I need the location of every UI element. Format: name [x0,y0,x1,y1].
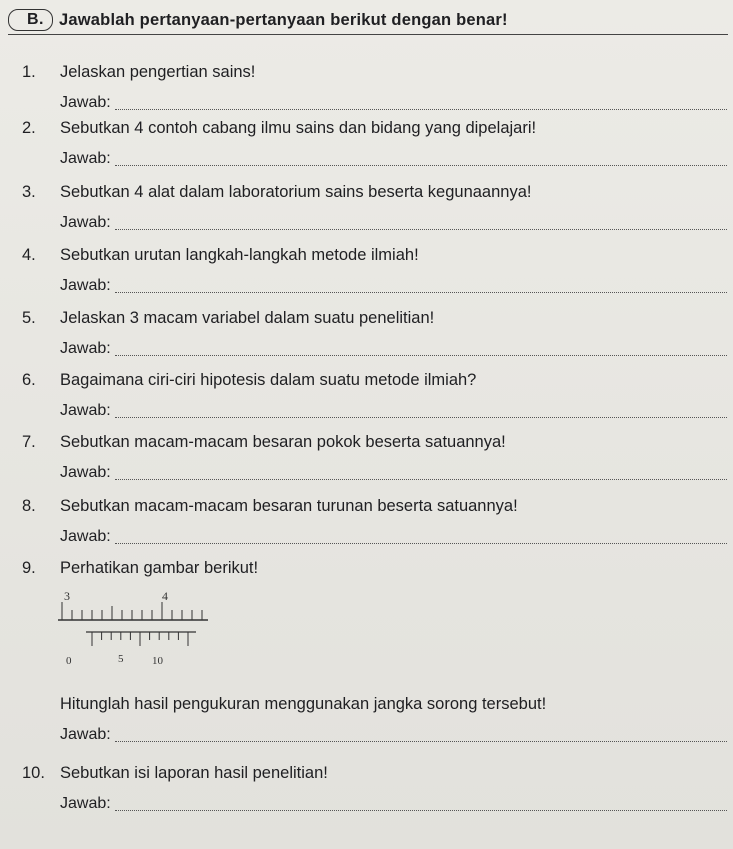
answer-dotted-line [115,478,727,480]
question-6 [22,370,727,420]
question-number: 9. [22,559,36,577]
main-scale-label-3: 3 [64,589,70,603]
question-9 [22,558,727,578]
answer-label: Jawab: [60,726,111,743]
question-text: Sebutkan 4 contoh cabang ilmu sains dan bidang yang dipelajari! [60,119,537,137]
question-3 [22,182,727,232]
answer-line[interactable] [60,402,727,420]
question-4 [22,245,727,295]
answer-label: Jawab: [60,150,111,167]
answer-dotted-line [115,354,727,356]
section-letter: B. [8,9,53,31]
answer-dotted-line [115,291,727,293]
answer-label: Jawab: [60,94,111,111]
question-number: 5. [22,309,36,327]
answer-label: Jawab: [60,795,111,812]
question-text: Sebutkan urutan langkah-langkah metode ilmiah! [60,246,419,264]
answer-label: Jawab: [60,277,111,294]
answer-line[interactable] [60,340,727,358]
answer-line[interactable] [60,795,727,813]
answer-line[interactable] [60,277,727,295]
vernier-scale-ticks [92,632,188,646]
answer-label: Jawab: [60,528,111,545]
question-text: Jelaskan 3 macam variabel dalam suatu penelitian! [60,309,435,327]
question-number: 1. [22,63,36,81]
answer-line[interactable] [60,94,727,112]
question-text: Sebutkan macam-macam besaran turunan beserta satuannya! [60,497,518,515]
answer-dotted-line [115,809,727,811]
question-1 [22,62,727,112]
main-scale [58,589,208,620]
question-number: 3. [22,183,36,201]
answer-line[interactable] [60,528,727,546]
question-5 [22,308,727,358]
question-text: Jelaskan pengertian sains! [60,63,256,81]
vernier-scale-label-0: 0 [66,655,72,667]
answer-line[interactable] [60,150,727,168]
vernier-caliper-figure [58,584,208,674]
answer-line[interactable] [60,214,727,232]
question-text: Sebutkan 4 alat dalam laboratorium sains beserta kegunaannya! [60,183,532,201]
vernier-scale-label-5: 5 [118,653,124,665]
question-text: Bagaimana ciri-ciri hipotesis dalam suatu metode ilmiah? [60,371,477,389]
question-9-followup [22,694,727,744]
main-scale-ticks [62,602,202,620]
answer-line[interactable] [60,726,727,744]
main-scale-label-4: 4 [162,589,168,603]
answer-label: Jawab: [60,340,111,357]
answer-label: Jawab: [60,464,111,481]
question-number: 8. [22,497,36,515]
question-10 [22,763,727,813]
question-number: 2. [22,119,36,137]
question-2 [22,118,727,168]
question-text: Sebutkan macam-macam besaran pokok beserta satuannya! [60,433,506,451]
question-number: 6. [22,371,36,389]
vernier-scale [66,632,196,667]
question-7 [22,432,727,482]
answer-dotted-line [115,228,727,230]
answer-dotted-line [115,416,727,418]
section-header [8,6,728,35]
answer-line[interactable] [60,464,727,482]
question-text: Perhatikan gambar berikut! [60,559,259,577]
question-number: 10. [22,764,45,782]
answer-dotted-line [115,108,727,110]
answer-dotted-line [115,542,727,544]
answer-label: Jawab: [60,214,111,231]
vernier-scale-label-10: 10 [152,655,163,667]
question-number: 7. [22,433,36,451]
answer-dotted-line [115,164,727,166]
question-number: 4. [22,246,36,264]
question-followup-text: Hitunglah hasil pengukuran menggunakan jangka sorong tersebut! [60,695,547,713]
question-8 [22,496,727,546]
answer-dotted-line [115,740,727,742]
section-title: Jawablah pertanyaan-pertanyaan berikut dengan benar! [59,10,508,29]
question-text: Sebutkan isi laporan hasil penelitian! [60,764,328,782]
answer-label: Jawab: [60,402,111,419]
